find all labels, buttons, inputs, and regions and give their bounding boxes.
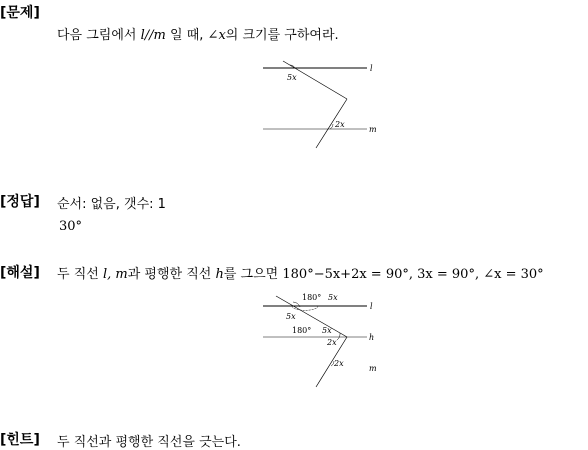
solution-math-m: m xyxy=(115,267,128,282)
figure2-label-180-mid: 180° xyxy=(292,326,312,335)
solution-label: [해설] xyxy=(0,265,40,281)
problem-math-parallel: l//m xyxy=(140,28,166,43)
hint-text: 두 직선과 평행한 직선을 긋는다. xyxy=(57,435,241,450)
figure2-label-5x-left: 5x xyxy=(286,312,296,321)
figure2-arc-mid xyxy=(337,333,340,340)
figure2-label-2x-mid: 2x xyxy=(327,338,337,347)
solution-math-h: h xyxy=(215,267,224,282)
problem-math-angle: ∠x xyxy=(207,28,226,43)
figure2-label-m: m xyxy=(369,364,377,373)
solution-text-part2: 과 평행한 직선 xyxy=(127,267,212,282)
hint-label: [힌트] xyxy=(0,432,40,448)
solution-text-part1: 두 직선 xyxy=(57,267,99,282)
solution-math-l: l, xyxy=(102,267,112,282)
figure2-label-180-top: 180° xyxy=(302,293,322,302)
problem-text-part1: 다음 그림에서 xyxy=(57,28,137,43)
figure2-label-5x-mid: 5x xyxy=(322,326,332,335)
figure2-label-2x-bottom: 2x xyxy=(334,359,344,368)
problem-text-part2: 일 때, xyxy=(170,28,204,43)
problem-label: [문제] xyxy=(0,5,40,21)
figure2-label-5x-top: 5x xyxy=(328,293,338,302)
figure1-label-m: m xyxy=(369,125,377,134)
figure2-label-h: h xyxy=(369,333,375,342)
solution-text-part3: 를 그으면 xyxy=(223,267,279,282)
figure2-arc-top-dashed xyxy=(292,306,318,310)
answer-label: [정답] xyxy=(0,194,40,210)
answer-value: 30° xyxy=(59,219,83,234)
figure1-label-l: l xyxy=(370,64,373,73)
figure1-label-5x: 5x xyxy=(287,73,297,82)
problem-text-part3: 의 크기를 구하여라. xyxy=(225,28,339,43)
answer-meta: 순서: 없음, 갯수: 1 xyxy=(57,197,166,212)
figure2-label-l: l xyxy=(370,302,373,311)
figure1-label-2x: 2x xyxy=(335,120,345,129)
solution-equation: 180°−5x+2x = 90°, 3x = 90°, ∠x = 30° xyxy=(282,267,544,282)
